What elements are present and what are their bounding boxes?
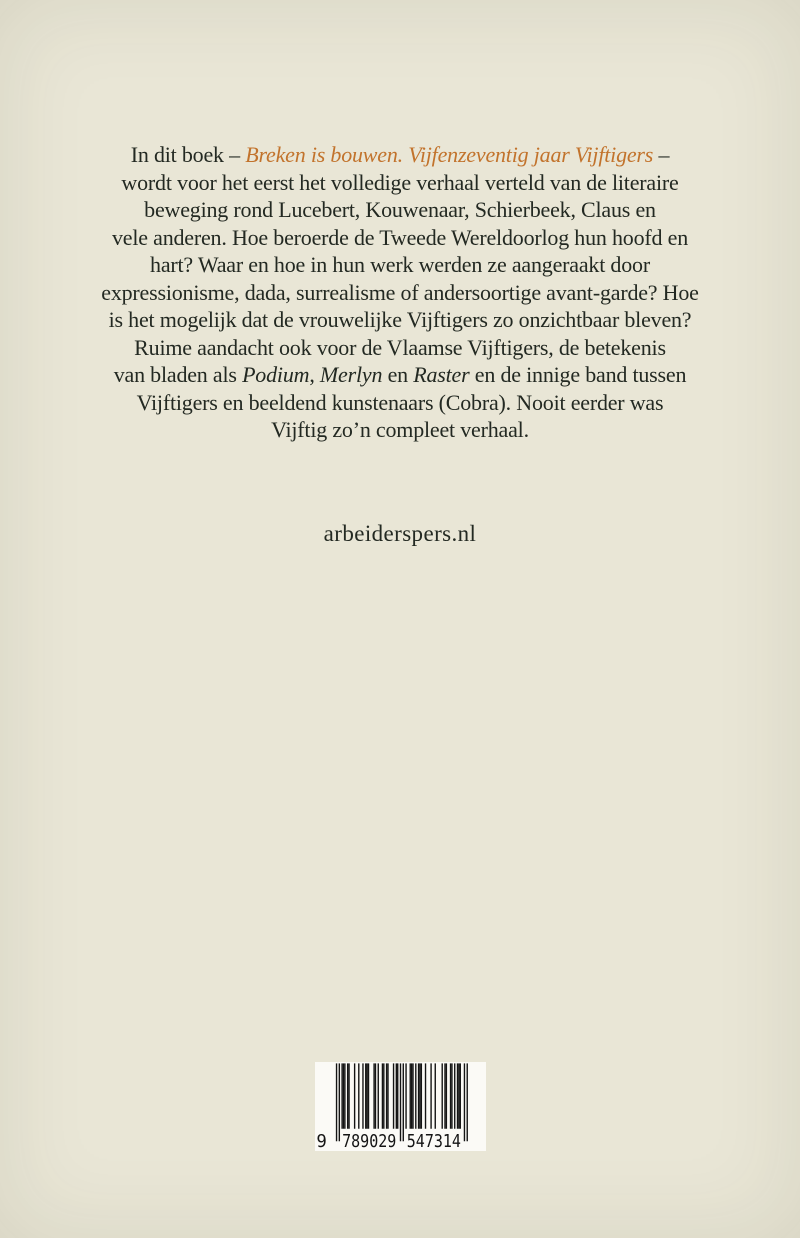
blurb-line: is het mogelijk dat de vrouwelijke Vijftigers zo onzichtbaar bleven? (108, 307, 692, 332)
barcode-digits-right: 547314 (406, 1131, 461, 1151)
blurb (0, 141, 800, 444)
blurb-line: hart? Waar en hoe in hun werk werden ze aangeraakt door (150, 252, 650, 277)
blurb-line: beweging rond Lucebert, Kouwenaar, Schierbeek, Claus en (144, 197, 656, 222)
blurb-line: vele anderen. Hoe beroerde de Tweede Wereldoorlog hun hoofd en (111, 224, 688, 250)
barcode-digit-first: 9 (316, 1131, 327, 1151)
blurb-line: wordt voor het eerst het volledige verhaal verteld van de literaire (121, 169, 679, 195)
barcode-digits-left: 789029 (342, 1131, 397, 1151)
blurb-line: In dit boek – Breken is bouwen. Vijfenzeventig jaar Vijftigers – (130, 142, 670, 167)
barcode (315, 1062, 486, 1151)
barcode-bars (315, 1062, 486, 1151)
blurb-line: Ruime aandacht ook voor de Vlaamse Vijftigers, de betekenis (134, 334, 666, 360)
blurb-line: van bladen als Podium, Merlyn en Raster en de innige band tussen (113, 362, 687, 387)
blurb-line: Vijftig zo’n compleet verhaal. (271, 417, 529, 442)
publisher-website: arbeiderspers.nl (323, 521, 477, 546)
blurb-line: Vijftigers en beeldend kunstenaars (Cobra). Nooit eerder was (136, 389, 664, 415)
blurb-line: expressionisme, dada, surrealisme of andersoortige avant-garde? Hoe (101, 279, 699, 305)
